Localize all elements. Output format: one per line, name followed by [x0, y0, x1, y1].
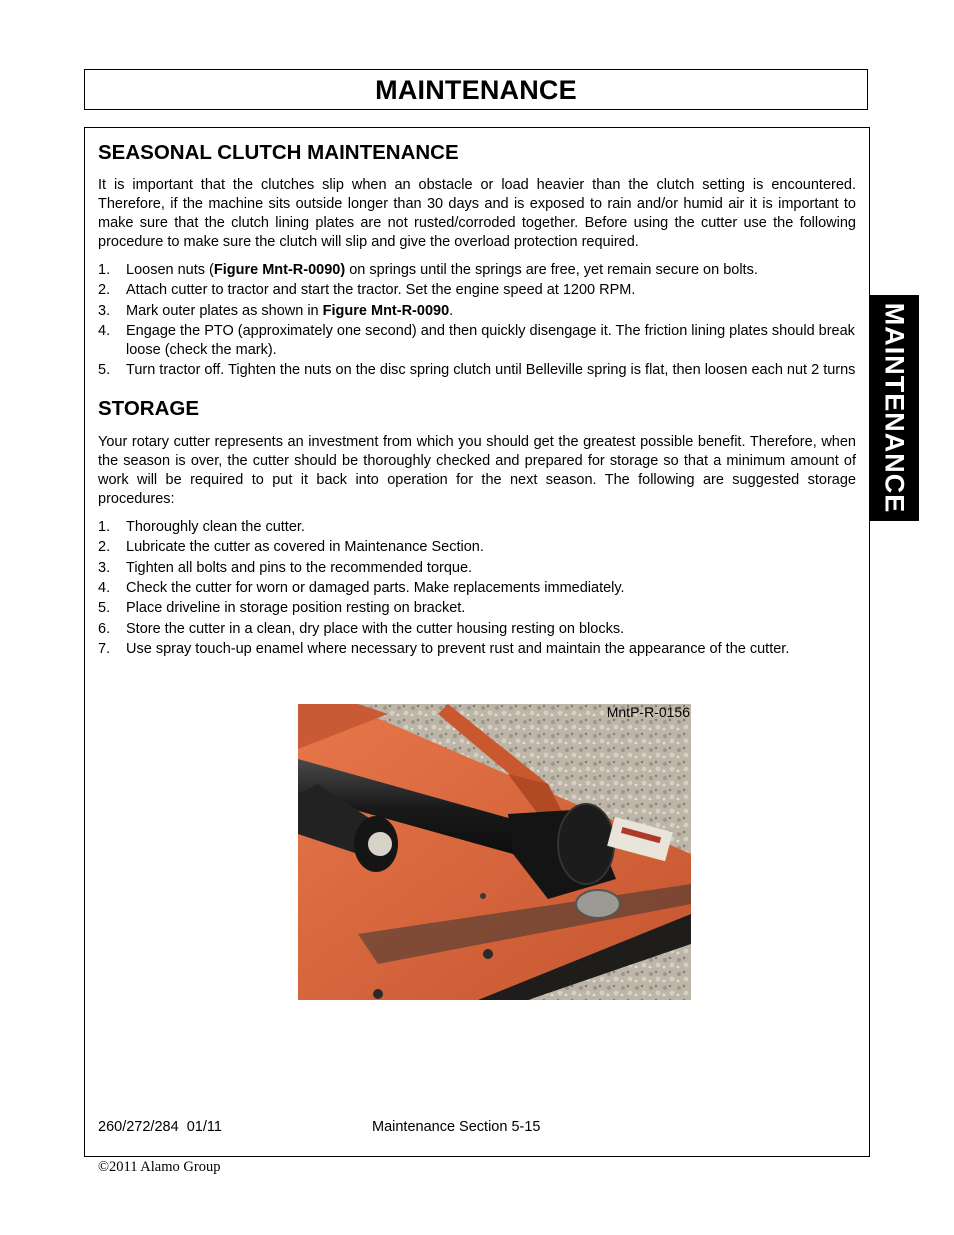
storage-step: [98, 620, 856, 639]
driveline-coupler: [576, 890, 620, 918]
footer-model-date: 260/272/284 01/11: [98, 1119, 222, 1135]
step-number: 5.: [98, 362, 111, 379]
page-content: [98, 140, 856, 660]
step-number: 6.: [98, 620, 111, 637]
driveline-storage-illustration: [298, 704, 691, 1000]
step-text: Store the cutter in a clean, dry place with the cutter housing resting on blocks.: [126, 620, 625, 637]
step-text: Attach cutter to tractor and start the tractor. Set the engine speed at 1200 RPM.: [126, 282, 636, 299]
step-text: Check the cutter for worn or damaged parts. Make replacements immediately.: [126, 580, 625, 597]
storage-steps-list: [98, 518, 856, 659]
section-side-tab: [869, 295, 919, 521]
section-side-tab-label: MAINTENANCE: [879, 302, 910, 514]
step-text: Turn tractor off. Tighten the nuts on the disc spring clutch until Belleville spring is flat, then loosen each nut 2 turns: [126, 362, 856, 379]
step-number: 4.: [98, 580, 111, 597]
step-text: Thoroughly clean the cutter.: [126, 519, 305, 536]
step-number: 7.: [98, 640, 111, 657]
copyright-notice: ©2011 Alamo Group: [98, 1159, 221, 1175]
step-text: Engage the PTO (approximately one second) and then quickly disengage it. The friction lining plates should break loose (check the mark).: [126, 322, 855, 358]
step-number: 2.: [98, 539, 111, 556]
storage-heading: STORAGE: [98, 397, 199, 421]
storage-step: [98, 538, 856, 557]
step-text: Lubricate the cutter as covered in Maintenance Section.: [126, 539, 484, 556]
clutch-step: [98, 281, 856, 300]
clutch-intro: It is important that the clutches slip when an obstacle or load heavier than the clutch setting is encountered. Therefore, if the machine sits outside longer than 30 days and is exposed to rain and/or humid air it is important to make sure that the clutch lining plates are not rusted/corroded together. Before using the cutter use the following procedure to make sure the clutch will slip and give the overload protection required.: [98, 177, 856, 250]
bolt: [480, 893, 486, 899]
page-header-title: MAINTENANCE: [375, 75, 577, 105]
shield-bell: [558, 804, 614, 884]
step-text: Loosen nuts (: [126, 262, 214, 278]
bolt: [483, 949, 493, 959]
step-text: Use spray touch-up enamel where necessary to prevent rust and maintain the appearance of the cutter.: [126, 640, 790, 657]
driveline-storage-photo: [298, 704, 691, 1000]
storage-step: [98, 559, 856, 578]
step-number: 1.: [98, 519, 111, 536]
storage-step: [98, 518, 856, 537]
step-number: 4.: [98, 322, 111, 339]
step-text: Tighten all bolts and pins to the recommended torque.: [126, 559, 473, 576]
clutch-step: [98, 261, 856, 280]
step-text: .: [449, 302, 454, 319]
step-number: 3.: [98, 302, 111, 319]
step-text: on springs until the springs are free, yet remain secure on bolts.: [345, 262, 758, 278]
clutch-step: [98, 302, 856, 321]
bolt: [373, 989, 383, 999]
clutch-heading: SEASONAL CLUTCH MAINTENANCE: [98, 141, 459, 164]
storage-step: [98, 640, 856, 659]
clutch-steps-list: [98, 261, 856, 380]
storage-step: [98, 579, 856, 598]
step-text: Place driveline in storage position resting on bracket.: [126, 600, 466, 617]
step-number: 2.: [98, 282, 111, 299]
storage-intro: Your rotary cutter represents an investment from which you should get the greatest possible benefit. Therefore, when the season is over, the cutter should be thoroughly checked and prepared for storage so that a minimum amount of work will be required to put it back into operation for the next season. The following are suggested storage procedures:: [98, 434, 856, 508]
clutch-step: [98, 361, 856, 380]
figure-ref: Figure Mnt-R-0090: [322, 302, 450, 319]
figure-ref: Figure Mnt-R-0090): [213, 262, 346, 278]
step-number: 3.: [98, 559, 111, 576]
shield-warning-label: [368, 832, 392, 856]
clutch-step: [98, 322, 856, 360]
step-text: Mark outer plates as shown in: [126, 302, 323, 319]
footer-section-page: Maintenance Section 5-15: [372, 1119, 541, 1135]
page-header: [84, 69, 868, 110]
figure-label: MntP-R-0156: [606, 704, 690, 720]
storage-step: [98, 599, 856, 618]
step-number: 1.: [98, 262, 111, 278]
step-number: 5.: [98, 600, 111, 617]
